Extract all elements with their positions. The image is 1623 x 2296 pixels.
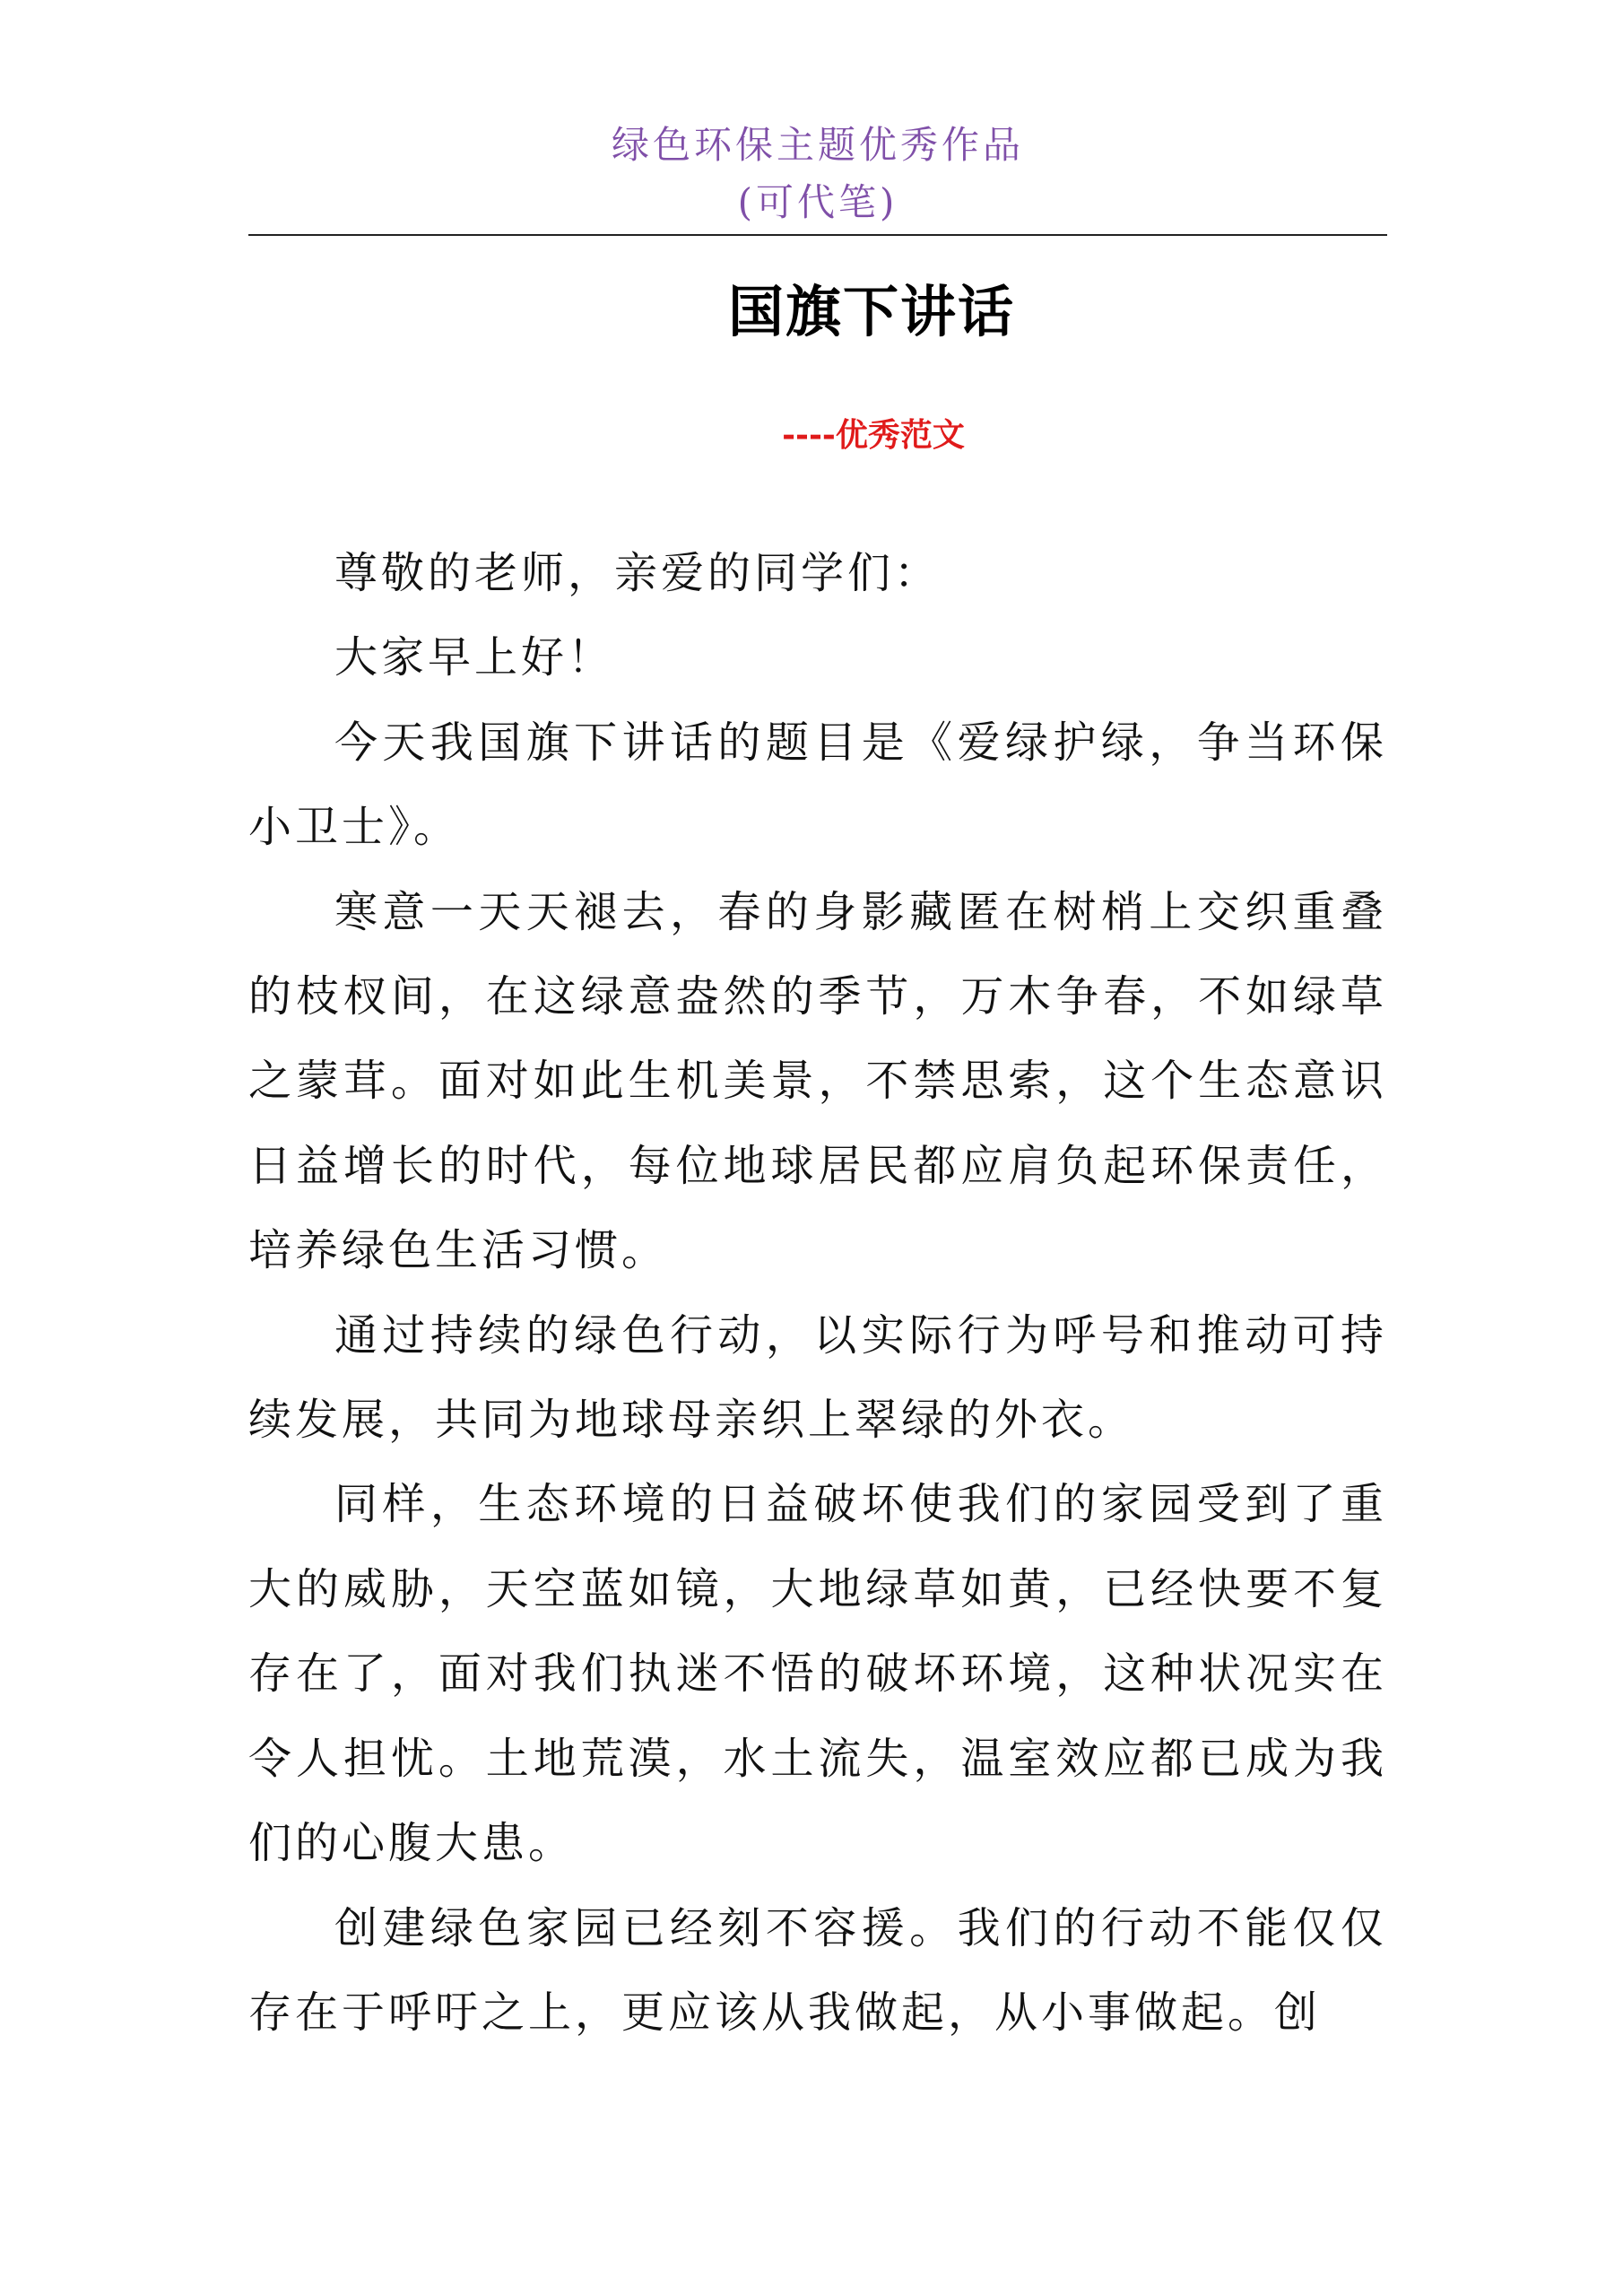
paragraph-green-home: 创建绿色家园已经刻不容援。我们的行动不能仅仅存在于呼吁之上，更应该从我做起，从小事做起。创 <box>248 1902 1387 2038</box>
paragraph-environment-damage: 同样，生态环境的日益破坏使我们的家园受到了重大的威胁，天空蓝如镜，大地绿草如黄，已经快要不复存在了，面对我们执迷不悟的破坏环境，这种状况实在令人担忧。土地荒漠，水土流失，温室效应都已成为我们的心腹大患。 <box>248 1479 1387 1869</box>
paragraph-greeting: 大家早上好！ <box>334 632 615 683</box>
header-line-1: 绿色环保主题优秀作品 <box>611 123 1024 167</box>
paragraph-salutation: 尊敬的老师，亲爱的同学们： <box>334 548 942 598</box>
header-divider <box>248 234 1387 236</box>
paragraph-green-action: 通过持续的绿色行动，以实际行为呼号和推动可持续发展，共同为地球母亲织上翠绿的外衣。 <box>248 1309 1387 1446</box>
page-title: 国旗下讲话 <box>727 279 1015 344</box>
paragraph-topic: 今天我国旗下讲话的题目是《爱绿护绿，争当环保小卫士》。 <box>248 717 1387 853</box>
header-line-2: (可代笔) <box>737 180 898 224</box>
document-body <box>248 531 1387 2055</box>
page-subtitle: ----优秀范文 <box>782 416 965 454</box>
document-header <box>248 117 1387 231</box>
paragraph-spring: 寒意一天天褪去，春的身影藏匿在树梢上交织重叠的枝杈间，在这绿意盎然的季节，万木争春，不如绿草之蒙茸。面对如此生机美景，不禁思索，这个生态意识日益增长的时代，每位地球居民都应肩负起环保责任，培养绿色生活习惯。 <box>248 886 1387 1276</box>
